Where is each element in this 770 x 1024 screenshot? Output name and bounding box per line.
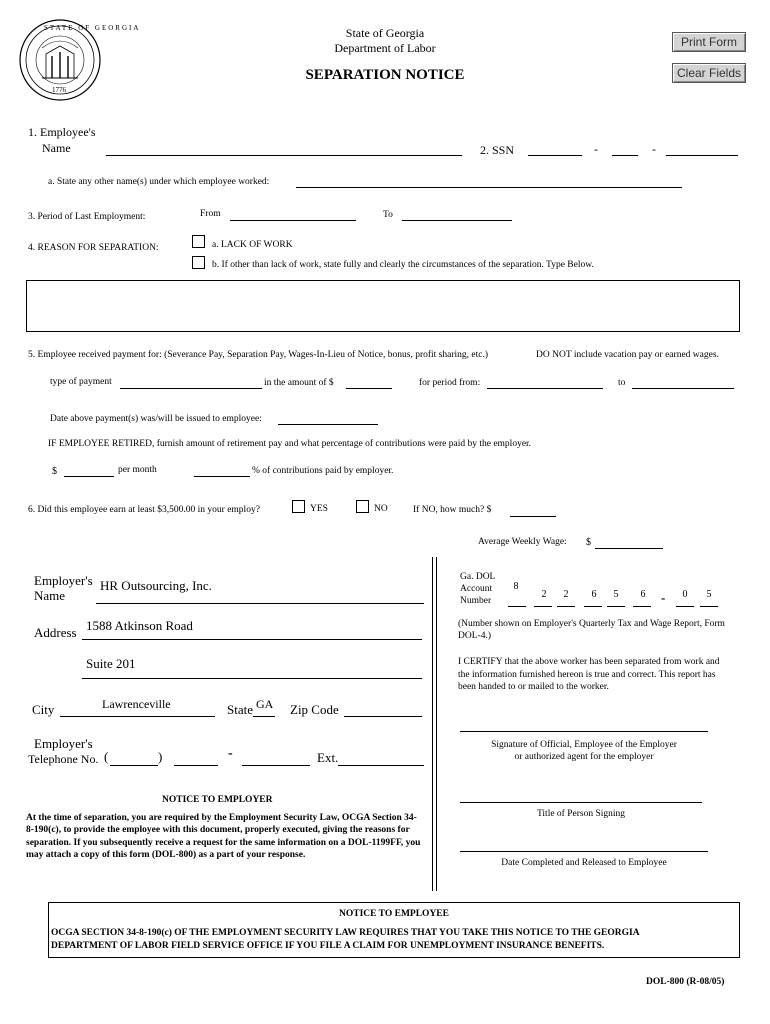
employee-name-label: 1. Employee's <box>28 125 96 139</box>
from-label: From <box>200 209 221 219</box>
address-line-1-value[interactable]: 1588 Atkinson Road <box>86 618 193 633</box>
phone-paren-close: ) <box>158 749 163 764</box>
percent-label: % of contributions paid by employer. <box>252 466 394 476</box>
dol-digit-6[interactable]: 6 <box>640 589 646 600</box>
state-value[interactable]: GA <box>256 697 274 711</box>
notice-employer-body: At the time of separation, you are required by the Employment Security Law, OCGA Section 34-8-190(c), to provide the employee with this document, properly executed, giving the reasons for separation. If you subsequently receive a request for the same information on a DOL-1199FF, you may attach a copy of this form (DOL-800) as a part of your response. <box>26 813 421 860</box>
how-much-label: If NO, how much? $ <box>413 505 492 515</box>
zip-field[interactable] <box>344 716 422 717</box>
ext-label: Ext. <box>317 750 339 765</box>
phone-dash: - <box>228 746 233 761</box>
column-divider <box>432 557 433 891</box>
phone-line-field[interactable] <box>242 765 310 766</box>
phone-paren-open: ( <box>104 749 109 764</box>
form-number: DOL-800 (R-08/05) <box>646 977 725 987</box>
retired-label: IF EMPLOYEE RETIRED, furnish amount of retirement pay and what percentage of contributions were paid by the employer. <box>48 439 532 449</box>
payment-note: DO NOT include vacation pay or earned wages. <box>536 350 719 360</box>
earnings-question: 6. Did this employee earn at least $3,500.00 in your employ? <box>28 505 260 515</box>
per-month-label: per month <box>118 465 157 475</box>
lack-of-work-label: a. LACK OF WORK <box>212 240 293 250</box>
dol-box-2[interactable] <box>534 606 552 607</box>
avg-wage-label: Average Weekly Wage: <box>478 537 567 547</box>
date-issued-field[interactable] <box>278 424 378 425</box>
other-names-label: a. State any other name(s) under which employee worked: <box>48 177 270 187</box>
signature-label-1: Signature of Official, Employee of the Employer <box>491 740 677 750</box>
dol-digit-1[interactable]: 8 <box>513 581 519 592</box>
other-reason-checkbox[interactable] <box>192 256 205 269</box>
signature-label-2: or authorized agent for the employer <box>514 752 654 762</box>
page-title: SEPARATION NOTICE <box>305 67 465 83</box>
reason-label: 4. REASON FOR SEPARATION: <box>28 243 159 253</box>
period-label: 3. Period of Last Employment: <box>28 212 146 222</box>
dol-box-8[interactable] <box>700 606 718 607</box>
zip-label: Zip Code <box>290 702 339 717</box>
dol-label-3: Number <box>460 596 492 606</box>
employee-name-field[interactable] <box>106 155 462 156</box>
employee-name-label-2: Name <box>42 141 71 155</box>
yes-checkbox[interactable] <box>292 500 305 513</box>
reason-textarea[interactable] <box>26 280 740 332</box>
state-field[interactable] <box>253 716 275 717</box>
address-line-2-value[interactable]: Suite 201 <box>86 656 136 671</box>
date-completed-label: Date Completed and Released to Employee <box>501 858 667 868</box>
retirement-dollar: $ <box>52 466 57 477</box>
dol-dash: - <box>661 590 666 605</box>
dol-digit-3[interactable]: 2 <box>563 589 569 600</box>
dol-note: (Number shown on Employer's Quarterly Tax and Wage Report, Form DOL-4.) <box>458 619 725 641</box>
amount-field[interactable] <box>346 388 392 389</box>
phone-label: Employer's <box>34 736 93 751</box>
certify-text: I CERTIFY that the above worker has been separated from work and the information furnished hereon is true and correct. This report has been handed to or mailed to the worker. <box>458 657 720 692</box>
ext-field[interactable] <box>338 765 424 766</box>
seal-year: 1776 <box>52 86 66 94</box>
dol-box-4[interactable] <box>584 606 602 607</box>
avg-wage-dollar: $ <box>586 537 591 548</box>
address-label: Address <box>34 625 77 640</box>
to-label: To <box>383 210 393 220</box>
yes-label: YES <box>310 504 328 514</box>
retirement-pay-field[interactable] <box>64 476 114 477</box>
how-much-field[interactable] <box>510 516 556 517</box>
notice-employee-box <box>48 902 740 958</box>
dol-box-1[interactable] <box>508 606 526 607</box>
ssn-field-3[interactable] <box>666 155 738 156</box>
to-date-field[interactable] <box>402 220 512 221</box>
notice-employee-body-2: DEPARTMENT OF LABOR FIELD SERVICE OFFICE IF YOU FILE A CLAIM FOR UNEMPLOYMENT INSURANCE BENEFITS. <box>51 941 605 951</box>
address-line-2-field[interactable] <box>82 678 422 679</box>
dol-digit-2[interactable]: 2 <box>541 589 547 600</box>
dol-digit-5[interactable]: 5 <box>613 589 619 600</box>
other-reason-label: b. If other than lack of work, state fully and clearly the circumstances of the separation. Type Below. <box>212 260 594 270</box>
ssn-dash-2: - <box>652 142 656 156</box>
type-of-payment-label: type of payment <box>50 377 112 387</box>
ssn-field-2[interactable] <box>612 155 638 156</box>
header-department: Department of Labor <box>334 41 436 55</box>
dol-box-3[interactable] <box>557 606 575 607</box>
ssn-field-1[interactable] <box>528 155 582 156</box>
column-divider-2 <box>436 557 437 891</box>
phone-prefix-field[interactable] <box>174 765 218 766</box>
period-to-label: to <box>618 378 626 388</box>
payment-label: 5. Employee received payment for: (Severance Pay, Separation Pay, Wages-In-Lieu of Notice, bonus, profit sharing, etc.) <box>28 350 489 360</box>
lack-of-work-checkbox[interactable] <box>192 235 205 248</box>
seal-text: STATE OF GEORGIA <box>44 24 141 32</box>
date-issued-label: Date above payment(s) was/will be issued to employee: <box>50 414 262 424</box>
dol-label-1: Ga. DOL <box>460 572 496 582</box>
phone-label-2: Telephone No. <box>28 752 99 766</box>
employer-name-value[interactable]: HR Outsourcing, Inc. <box>100 578 212 593</box>
clear-fields-button[interactable]: Clear Fields <box>672 63 746 83</box>
dol-digit-7[interactable]: 0 <box>682 589 688 600</box>
employer-name-field[interactable] <box>96 603 424 604</box>
no-label: NO <box>374 504 388 514</box>
title-label: Title of Person Signing <box>536 809 626 819</box>
dol-box-7[interactable] <box>676 606 694 607</box>
amount-label: in the amount of $ <box>264 378 334 388</box>
city-label: City <box>32 702 55 717</box>
title-field[interactable] <box>460 802 702 803</box>
notice-employee-title: NOTICE TO EMPLOYEE <box>339 909 449 919</box>
state-label: State <box>227 702 253 717</box>
period-from-label: for period from: <box>419 378 481 388</box>
no-checkbox[interactable] <box>356 500 369 513</box>
dol-label-2: Account <box>460 584 493 594</box>
notice-employee-body-1: OCGA SECTION 34-8-190(c) OF THE EMPLOYMENT SECURITY LAW REQUIRES THAT YOU TAKE THIS NOTICE TO THE GEORGIA <box>51 928 640 938</box>
employer-name-label-2: Name <box>34 588 66 603</box>
type-of-payment-field[interactable] <box>120 388 262 389</box>
address-line-1-field[interactable] <box>82 639 422 640</box>
ssn-dash-1: - <box>594 142 598 156</box>
dol-box-5[interactable] <box>607 606 625 607</box>
contribution-percent-field[interactable] <box>194 476 250 477</box>
area-code-field[interactable] <box>110 765 158 766</box>
notice-employer-title: NOTICE TO EMPLOYER <box>162 795 273 805</box>
other-names-field[interactable] <box>296 187 682 188</box>
date-completed-field[interactable] <box>460 851 708 852</box>
header-state: State of Georgia <box>345 26 425 40</box>
period-to-field[interactable] <box>632 388 734 389</box>
print-form-button[interactable]: Print Form <box>672 32 746 52</box>
employer-name-label: Employer's <box>34 573 93 588</box>
city-field[interactable] <box>60 716 215 717</box>
city-value[interactable]: Lawrenceville <box>102 697 171 711</box>
signature-field[interactable] <box>460 731 708 732</box>
dol-digit-4[interactable]: 6 <box>591 589 597 600</box>
period-from-field[interactable] <box>487 388 603 389</box>
dol-box-6[interactable] <box>633 606 651 607</box>
from-date-field[interactable] <box>230 220 356 221</box>
ssn-label: 2. SSN <box>480 143 515 157</box>
avg-wage-field[interactable] <box>595 548 663 549</box>
dol-digit-8[interactable]: 5 <box>706 589 712 600</box>
